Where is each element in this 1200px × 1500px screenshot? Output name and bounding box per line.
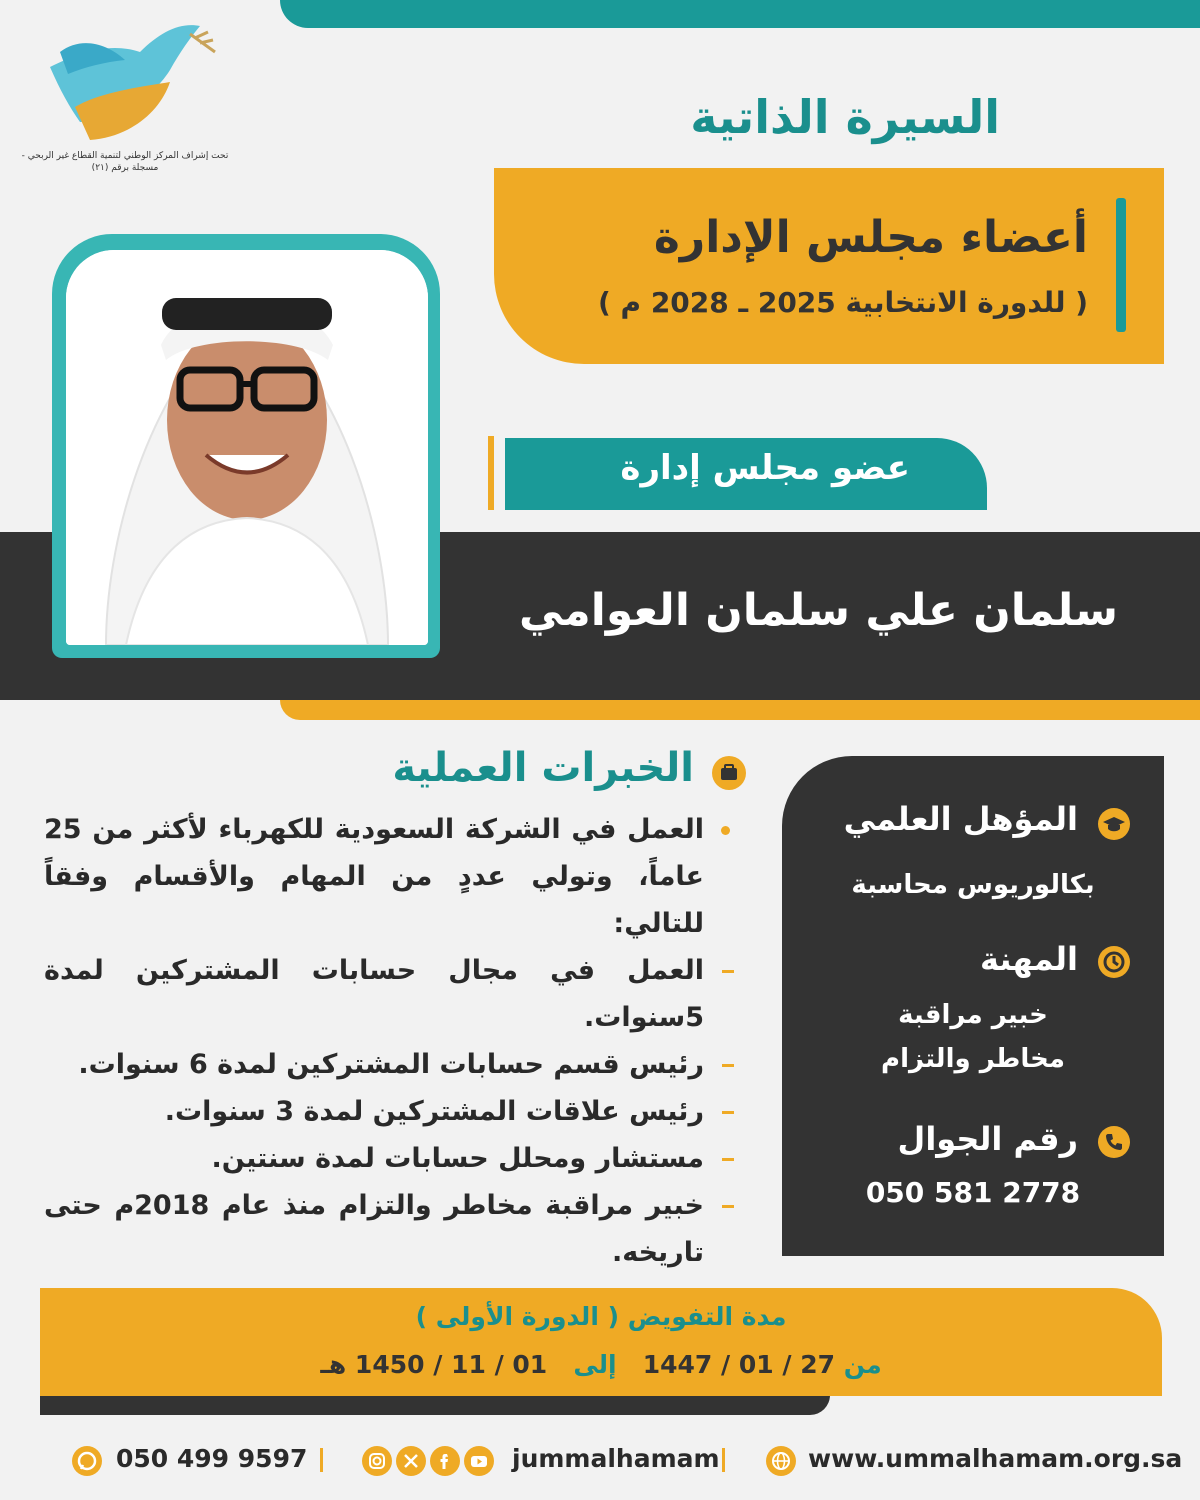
experience-item: مستشار ومحلل حسابات لمدة سنتين. bbox=[44, 1135, 734, 1182]
whatsapp-icon[interactable] bbox=[72, 1446, 102, 1476]
board-subtitle: ( للدورة الانتخابية 2025 ـ 2028 م ) bbox=[598, 286, 1088, 319]
qualification-value: بكالوريوس محاسبة bbox=[851, 870, 1095, 900]
member-name: سلمان علي سلمان العوامي bbox=[519, 585, 1118, 636]
footer-website[interactable]: www.ummalhamam.org.sa bbox=[808, 1444, 1183, 1473]
member-accent-line bbox=[488, 436, 494, 510]
experience-item: خبير مراقبة مخاطر والتزام منذ عام 2018م حتى تاريخه. bbox=[44, 1182, 734, 1276]
experience-item: رئيس علاقات المشتركين لمدة 3 سنوات. bbox=[44, 1088, 734, 1135]
experience-item: العمل في الشركة السعودية للكهرباء لأكثر من 25 عاماً، وتولي عددٍ من المهام والأقسام وفقاً للتالي: bbox=[44, 806, 734, 947]
orange-divider-strip bbox=[280, 700, 1200, 720]
mandate-to-label: إلى bbox=[573, 1350, 617, 1379]
profession-value-line2: مخاطر والتزام bbox=[881, 1044, 1065, 1074]
top-decor-bar bbox=[280, 0, 1200, 28]
profession-value-line1: خبير مراقبة bbox=[898, 1000, 1048, 1030]
footer-separator bbox=[320, 1448, 323, 1472]
footer bbox=[0, 1436, 1200, 1486]
board-title: أعضاء مجلس الإدارة bbox=[653, 212, 1088, 263]
mandate-from-label: من bbox=[843, 1350, 882, 1379]
mandate-to-date: 01 / 11 / 1450 bbox=[354, 1350, 548, 1379]
experience-item: رئيس قسم حسابات المشتركين لمدة 6 سنوات. bbox=[44, 1041, 734, 1088]
mandate-dates bbox=[40, 1350, 1162, 1379]
x-icon[interactable] bbox=[396, 1446, 426, 1476]
mandate-title: مدة التفويض ( الدورة الأولى ) bbox=[415, 1302, 787, 1331]
experience-list bbox=[44, 806, 734, 1276]
member-photo bbox=[66, 250, 428, 645]
profession-label: المهنة bbox=[979, 940, 1078, 978]
page-title: السيرة الذاتية bbox=[690, 90, 1000, 144]
mobile-value: 050 581 2778 bbox=[865, 1176, 1081, 1209]
instagram-icon[interactable] bbox=[362, 1446, 392, 1476]
logo-caption: تحت إشراف المركز الوطني لتنمية القطاع غير الربحي - مسجلة برقم (٢١) bbox=[21, 151, 229, 173]
board-accent-line bbox=[1116, 198, 1126, 332]
phone-icon bbox=[1098, 1126, 1130, 1158]
youtube-icon[interactable] bbox=[464, 1446, 494, 1476]
footer-handle[interactable]: jummalhamam bbox=[512, 1444, 720, 1473]
footer-separator bbox=[722, 1448, 725, 1472]
briefcase-icon bbox=[712, 756, 746, 790]
member-role: عضو مجلس إدارة bbox=[620, 448, 910, 488]
experience-title: الخبرات العملية bbox=[392, 745, 694, 791]
mandate-suffix: هـ bbox=[320, 1350, 347, 1379]
experience-item: العمل في مجال حسابات المشتركين لمدة 5سنوات. bbox=[44, 947, 734, 1041]
globe-icon[interactable] bbox=[766, 1446, 796, 1476]
facebook-icon[interactable] bbox=[430, 1446, 460, 1476]
mandate-from-date: 27 / 01 / 1447 bbox=[642, 1350, 835, 1379]
clock-icon bbox=[1098, 946, 1130, 978]
qualification-label: المؤهل العلمي bbox=[843, 800, 1078, 838]
graduation-cap-icon bbox=[1098, 808, 1130, 840]
mobile-label: رقم الجوال bbox=[897, 1120, 1078, 1158]
footer-phone[interactable]: 050 499 9597 bbox=[116, 1444, 308, 1473]
board-header-box bbox=[494, 168, 1164, 364]
